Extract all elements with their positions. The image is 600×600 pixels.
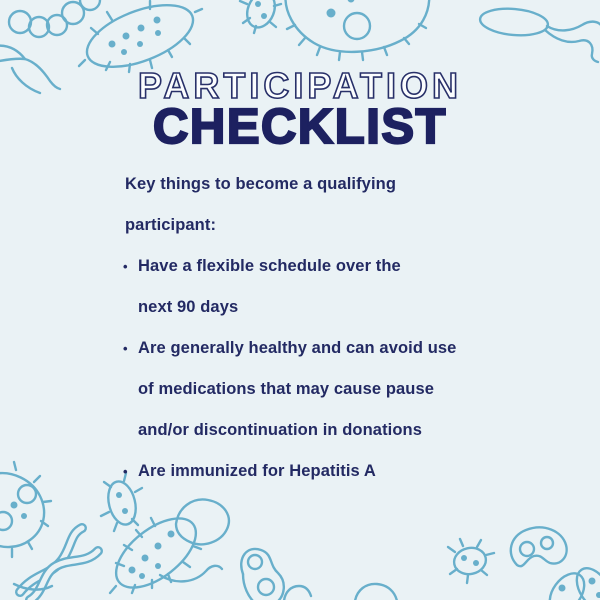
intro-text: Key things to become a qualifying [125, 175, 397, 193]
intro-line [123, 205, 553, 246]
bullet-item-continuation [123, 287, 553, 328]
spirillum-worm-icon [14, 528, 98, 600]
intro-line [123, 164, 553, 205]
bean-bacteria-icon [240, 0, 281, 33]
poster-title-outline: PARTICIPATION [138, 65, 462, 106]
bullet-text: Are immunized for Hepatitis A [138, 462, 376, 480]
double-lobe-icon [543, 562, 600, 600]
bullet-dot: • [123, 464, 128, 479]
bullet-dot: • [123, 341, 128, 356]
bullet-text: next 90 days [138, 298, 239, 316]
intro-text: participant: [125, 216, 217, 234]
rod-bacteria-icon [104, 500, 229, 600]
kidney-bacteria-icon [511, 527, 567, 566]
spiky-coccus-icon [448, 539, 494, 583]
bullet-item [123, 451, 553, 492]
bullet-text: Are generally healthy and can avoid use [138, 339, 457, 357]
bullet-text: and/or discontinuation in donations [138, 421, 422, 439]
amoeba-icon [241, 549, 284, 600]
cocci-chain-icon [9, 0, 100, 37]
bullet-item [123, 246, 553, 287]
flagellated-rod-icon [479, 6, 600, 62]
bullet-item-continuation [123, 410, 553, 451]
partial-circle-icon [284, 584, 397, 600]
bullet-text: of medications that may cause pause [138, 380, 435, 398]
bullet-text: Have a flexible schedule over the [138, 257, 401, 275]
poster-title-solid: CHECKLIST [153, 100, 447, 154]
bullet-item [123, 328, 553, 369]
amoeba-icon [286, 0, 430, 60]
amoeba-icon [0, 462, 51, 557]
checklist-content [123, 164, 553, 492]
bullet-item-continuation [123, 369, 553, 410]
bullet-dot: • [123, 259, 128, 274]
